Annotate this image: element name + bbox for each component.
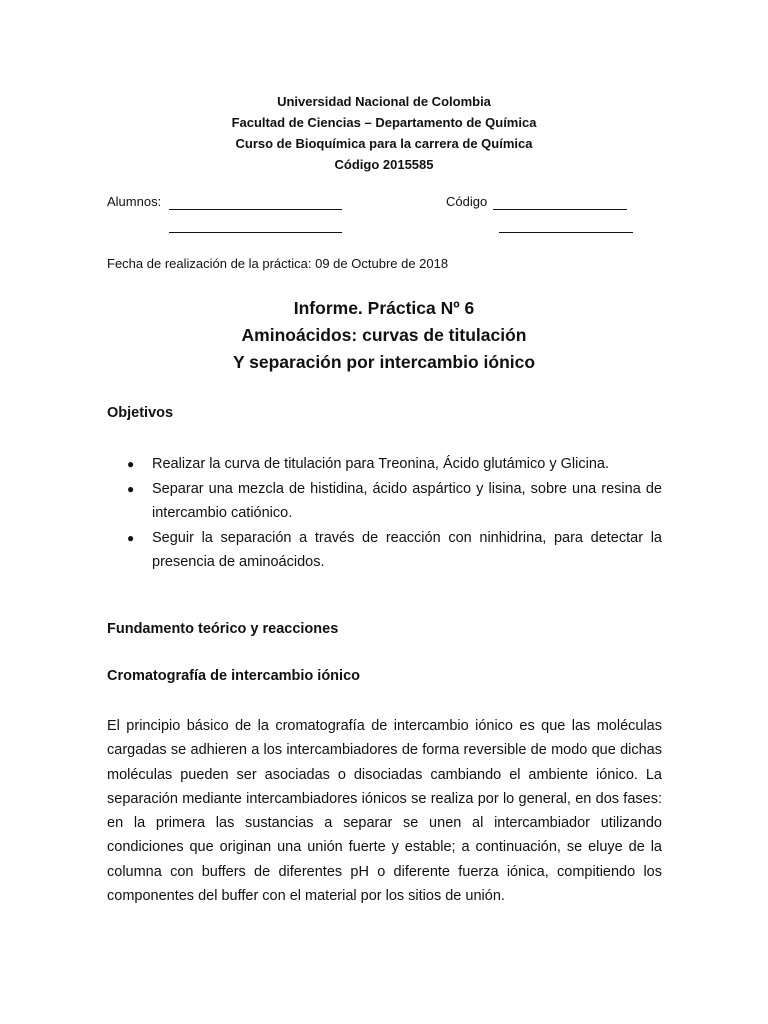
alumnos-label: Alumnos: [107,194,162,209]
bullet-icon: ● [127,481,135,496]
report-title [0,295,768,376]
course-code: Código 2015585 [334,157,434,172]
list-item [107,477,662,526]
title-line-3: Y separación por intercambio iónico [232,352,536,372]
list-item [107,452,662,477]
document-header [0,91,768,175]
alumnos-blank-line-1 [169,195,342,210]
university-name: Universidad Nacional de Colombia [277,94,491,109]
objetivo-text: Seguir la separación a través de reacción con ninhidrina, para detectar la presencia de aminoácidos. [152,529,662,570]
bullet-icon: ● [127,530,135,545]
codigo-blank-line-1 [493,195,627,210]
codigo-blank-line-2 [499,218,633,233]
objetivo-text: Separar una mezcla de histidina, ácido aspártico y lisina, sobre una resina de intercambio catiónico. [152,480,662,521]
list-item [107,526,662,575]
title-line-1: Informe. Práctica Nº 6 [293,298,475,318]
bullet-icon: ● [127,457,135,471]
objetivos-heading: Objetivos [107,405,174,421]
practice-date: Fecha de realización de la práctica: 09 de Octubre de 2018 [107,256,449,271]
fundamento-heading: Fundamento teórico y reacciones [107,621,339,637]
cromatografia-heading: Cromatografía de intercambio iónico [107,668,360,684]
cromatografia-paragraph: El principio básico de la cromatografía de intercambio iónico es que las moléculas cargadas se adhieren a los intercambiadores de forma reversible de modo que dichas moléculas pueden ser asociadas o disociadas cambiando el ambiente iónico. La separación mediante intercambiadores iónicos se realiza por lo general, en dos fases: en la primera las sustancias a separar se unen al intercambiador utilizando condiciones que originan una unión fuerte y estable; a continuación, se eluye de la columna con buffers de diferentes pH o diferente fuerza iónica, compitiendo los componentes del buffer con el material por los sitios de unión. [107,718,662,905]
objetivos-list [107,452,662,575]
objetivo-text: Realizar la curva de titulación para Treonina, Ácido glutámico y Glicina. [152,456,609,472]
faculty-department: Facultad de Ciencias – Departamento de Química [231,115,537,130]
students-fields [107,194,667,244]
course-name: Curso de Bioquímica para la carrera de Química [235,136,533,151]
alumnos-blank-line-2 [169,218,342,233]
codigo-label: Código [446,194,488,209]
title-line-2: Aminoácidos: curvas de titulación [241,325,527,345]
